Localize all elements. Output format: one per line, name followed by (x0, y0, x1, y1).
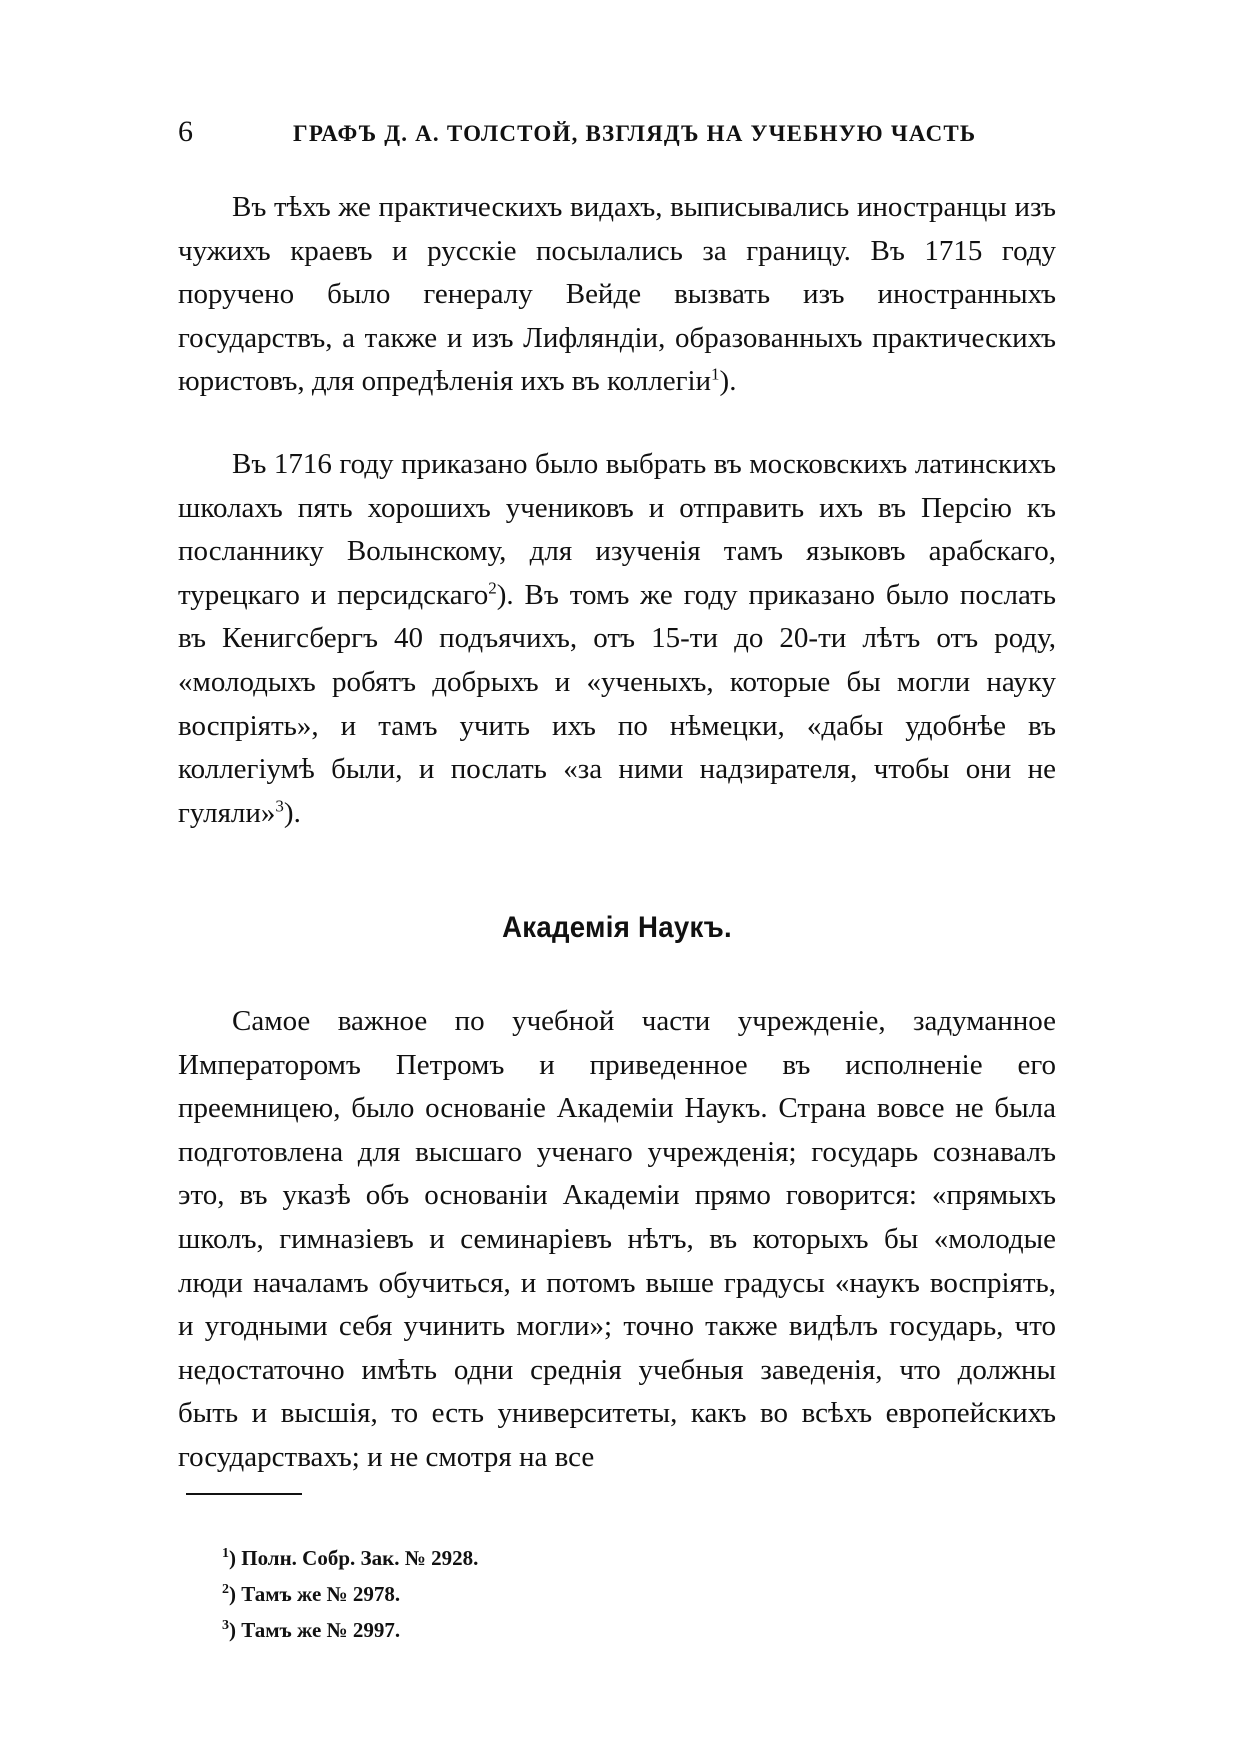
footnote-ref: 2 (488, 578, 497, 598)
paragraph-tail: ). (719, 365, 737, 398)
footnote-mark: 1 (222, 1546, 229, 1561)
footnote-text: ) Тамъ же № 2978. (229, 1582, 401, 1606)
footnote-mark: 2 (222, 1582, 229, 1597)
footnote-mark: 3 (222, 1618, 229, 1633)
footnote-item (222, 1540, 922, 1576)
page-header (178, 112, 1058, 152)
footnote-text: ) Полн. Собр. Зак. № 2928. (229, 1546, 479, 1570)
page-number: 6 (178, 115, 193, 148)
paragraph-foreigners (178, 186, 1056, 404)
footnotes (222, 1540, 922, 1648)
footnote-ref: 3 (275, 796, 284, 816)
paragraph-academy: Самое важное по учебной части учрежденіе, задуманное Императоромъ Петромъ и приведенное въ исполненіе его преемницею, было основаніе Академіи Наукъ. Страна вовсе не была подготовлена для высшаго ученаго учрежденія; государь сознавалъ это, въ указѣ объ основаніи Академіи прямо говорится: «прямыхъ школъ, гимназіевъ и семинаріевъ нѣтъ, въ которыхъ бы «молодые люди началамъ обучиться, и потомъ выше градусы «наукъ воспріять, и угодными себя учинить могли»; точно также видѣлъ государь, что недостаточно имѣть одни среднія учебныя заведенія, что должны быть и высшія, то есть университеты, какъ во всѣхъ европейскихъ государствахъ; и не смотря на все (178, 1005, 1056, 1473)
footnote-text: ) Тамъ же № 2997. (229, 1618, 401, 1642)
paragraph-students (178, 443, 1056, 835)
footnote-divider (186, 1493, 302, 1495)
footnote-ref: 1 (711, 364, 720, 384)
paragraph-tail: ). (283, 796, 301, 829)
footnote-item (222, 1612, 922, 1648)
paragraph-text: ). Въ томъ же году приказано было послать въ Кенигсбергъ 40 подъячихъ, отъ 15-ти до 20-ти лѣтъ отъ роду, «молодыхъ робятъ добрыхъ и «ученыхъ, которые бы могли науку воспріять», и тамъ учить ихъ по нѣмецки, «дабы удобнѣе въ коллегіумѣ были, и послать «за ними надзирателя, чтобы они не гуляли» (178, 578, 1056, 829)
running-title: ГРАФЪ Д. А. ТОЛСТОЙ, ВЗГЛЯДЪ НА УЧЕБНУЮ ЧАСТЬ (293, 121, 977, 146)
paragraph-text: Въ 1716 году приказано было выбрать въ московскихъ латинскихъ школахъ пять хорошихъ учениковъ и отправить ихъ въ Персію къ посланнику Волынскому, для изученія тамъ языковъ арабскаго, турецкаго и персидскаго (178, 448, 1056, 611)
paragraph-text: Въ тѣхъ же практическихъ видахъ, выписывались иностранцы изъ чужихъ краевъ и русскіе посылались за границу. Въ 1715 году поручено было генералу Вейде вызвать изъ иностранныхъ государствъ, а также и изъ Лифляндіи, образованныхъ практическихъ юристовъ, для опредѣленія ихъ въ коллегіи (178, 191, 1056, 398)
footnote-item (222, 1576, 922, 1612)
section-heading: Академія Наукъ. (502, 911, 732, 944)
